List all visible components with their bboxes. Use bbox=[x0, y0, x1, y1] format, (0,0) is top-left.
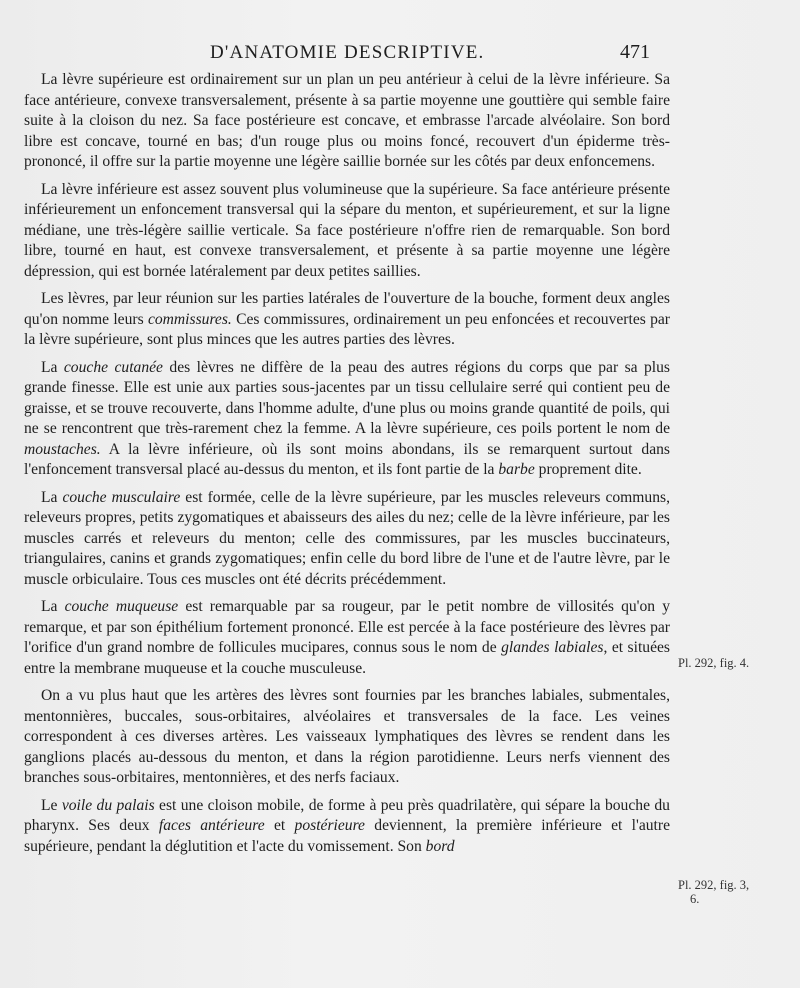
text-run: La bbox=[41, 488, 63, 506]
paragraph-vessels-nerves: On a vu plus haut que les artères des lèvres sont fournies par les branches labiales, submentales, mentonnières, buccales, sous-orbitaires, alvéolaires et transversales de la face. Les veines correspondent à ces diverses artères. Les vaisseaux lymphatiques des lèvres se rendent dans les ganglions placés au-dessous du menton, et dans la région parotidienne. Leurs nerfs viennent des branches sous-orbitaires, mentonnières, et des nerfs faciaux. bbox=[24, 687, 670, 786]
paragraph-cutaneous-layer bbox=[24, 358, 670, 481]
margin-note-line: Pl. 292, fig. 3, bbox=[678, 878, 750, 892]
text-run: La bbox=[41, 358, 64, 376]
margin-note-plate-reference: Pl. 292, fig. 4. bbox=[678, 656, 750, 670]
italic-term: glandes labiales bbox=[501, 639, 604, 656]
text-run: est une cloison mobile, de forme à peu près quadrilatère, qui sépare la bouche du pharynx. Ses deux bbox=[24, 796, 670, 834]
text-run: deviennent, la première inférieure et l'autre supérieure, pendant la déglutition et l'acte du vomissement. Son bbox=[24, 817, 670, 855]
margin-note-line: 6. bbox=[690, 892, 700, 906]
italic-term: couche cutanée bbox=[63, 358, 163, 376]
paragraph-commissures bbox=[24, 289, 670, 351]
italic-term: faces antérieure bbox=[158, 817, 265, 834]
paragraph-upper-lip: La lèvre supérieure est ordinairement sur un plan un peu antérieur à celui de la lèvre inférieure. Sa face antérieure, convexe transversalement, présente à sa partie moyenne une gouttière qui semble faire suite à la cloison du nez. Sa face postérieure est concave, et embrasse l'arcade alvéolaire. Son bord libre est concave, tourné en bas; d'un rouge plus ou moins foncé, recouvert d'un épiderme très-prononcé, il offre sur la partie moyenne une légère saillie bornée sur les côtés par deux enfoncemens. bbox=[24, 71, 670, 170]
text-run: La bbox=[41, 598, 65, 615]
italic-term: bord bbox=[425, 837, 455, 855]
running-title: D'ANATOMIE DESCRIPTIVE. bbox=[210, 42, 485, 63]
text-run: proprement dite. bbox=[534, 461, 642, 478]
italic-term: moustaches. bbox=[24, 440, 101, 458]
italic-term: couche musculaire bbox=[62, 488, 181, 506]
page-header bbox=[0, 38, 800, 68]
text-run: des lèvres ne diffère de la peau des autres régions du corps que par sa plus grande finesse. Elle est unie aux parties sous-jacentes par un tissu cellulaire serré qui contient peu de graisse, et se trouve recouverte, dans l'homme adulte, d'une plus ou moins grande quantité de poils, qui ne se rencontrent que très-rarement chez la femme. A la lèvre supérieure, ces poils portent le nom de bbox=[24, 358, 670, 437]
italic-term: commissures. bbox=[147, 310, 232, 328]
text-run: Les lèvres, par leur réunion sur les parties latérales de l'ouverture de la bouche, forment deux angles qu'on nomme leurs bbox=[24, 290, 670, 328]
body-text bbox=[24, 70, 670, 864]
text-run: A la lèvre inférieure, où ils sont moins abondans, ils se remarquent surtout dans l'enfoncement transversal placé au-dessus du menton, et ils font partie de la bbox=[24, 440, 670, 478]
italic-term: voile du palais bbox=[61, 796, 155, 814]
text-run: , et situées entre la membrane muqueuse et la couche musculeuse. bbox=[24, 639, 670, 677]
italic-term: barbe bbox=[498, 461, 535, 478]
margin-note-plate-reference bbox=[678, 878, 788, 906]
page-number: 471 bbox=[620, 41, 650, 63]
text-run: et bbox=[264, 817, 295, 834]
paragraph-mucous-layer bbox=[24, 597, 670, 679]
paragraph-lower-lip: La lèvre inférieure est assez souvent plus volumineuse que la supérieure. Sa face antérieure présente inférieurement un enfoncement transversal qui la sépare du menton, et supérieurement, et sur la ligne médiane, une très-légère saillie verticale. Sa face postérieure n'offre rien de remarquable. Son bord libre, tourné en haut, est convexe transversalement, et présente à sa partie moyenne une légère dépression, qui est bornée latéralement par deux petites saillies. bbox=[24, 180, 670, 280]
text-run: Ces commissures, ordinairement un peu enfoncées et recouvertes par la lèvre supérieure, sont plus minces que les autres parties des lèvres. bbox=[24, 310, 670, 348]
italic-term: postérieure bbox=[294, 817, 365, 834]
text-run: Le bbox=[41, 796, 62, 814]
italic-term: couche muqueuse bbox=[64, 598, 179, 615]
paragraph-muscular-layer bbox=[24, 488, 670, 591]
text-run: est formée, celle de la lèvre supérieure, par les muscles releveurs communs, releveurs propres, petits zygomatiques et abaisseurs des ailes du nez; celle de la lèvre inférieure, par les muscles carrés et releveurs du menton; celle des commissures, par les muscles buccinateurs, triangulaires, canins et grands zygomatiques; enfin celle du bord libre de l'une et de l'autre lèvre, par le muscle orbiculaire. Tous ces muscles ont été décrits précédemment. bbox=[24, 488, 670, 588]
paragraph-soft-palate bbox=[24, 796, 670, 858]
text-run: est remarquable par sa rougeur, par le petit nombre de villosités qu'on y remarque, et par son épithélium fortement prononcé. Elle est percée à la face postérieure des lèvres par l'orifice d'un grand nombre de follicules mucipares, connus sous le nom de bbox=[24, 598, 670, 656]
